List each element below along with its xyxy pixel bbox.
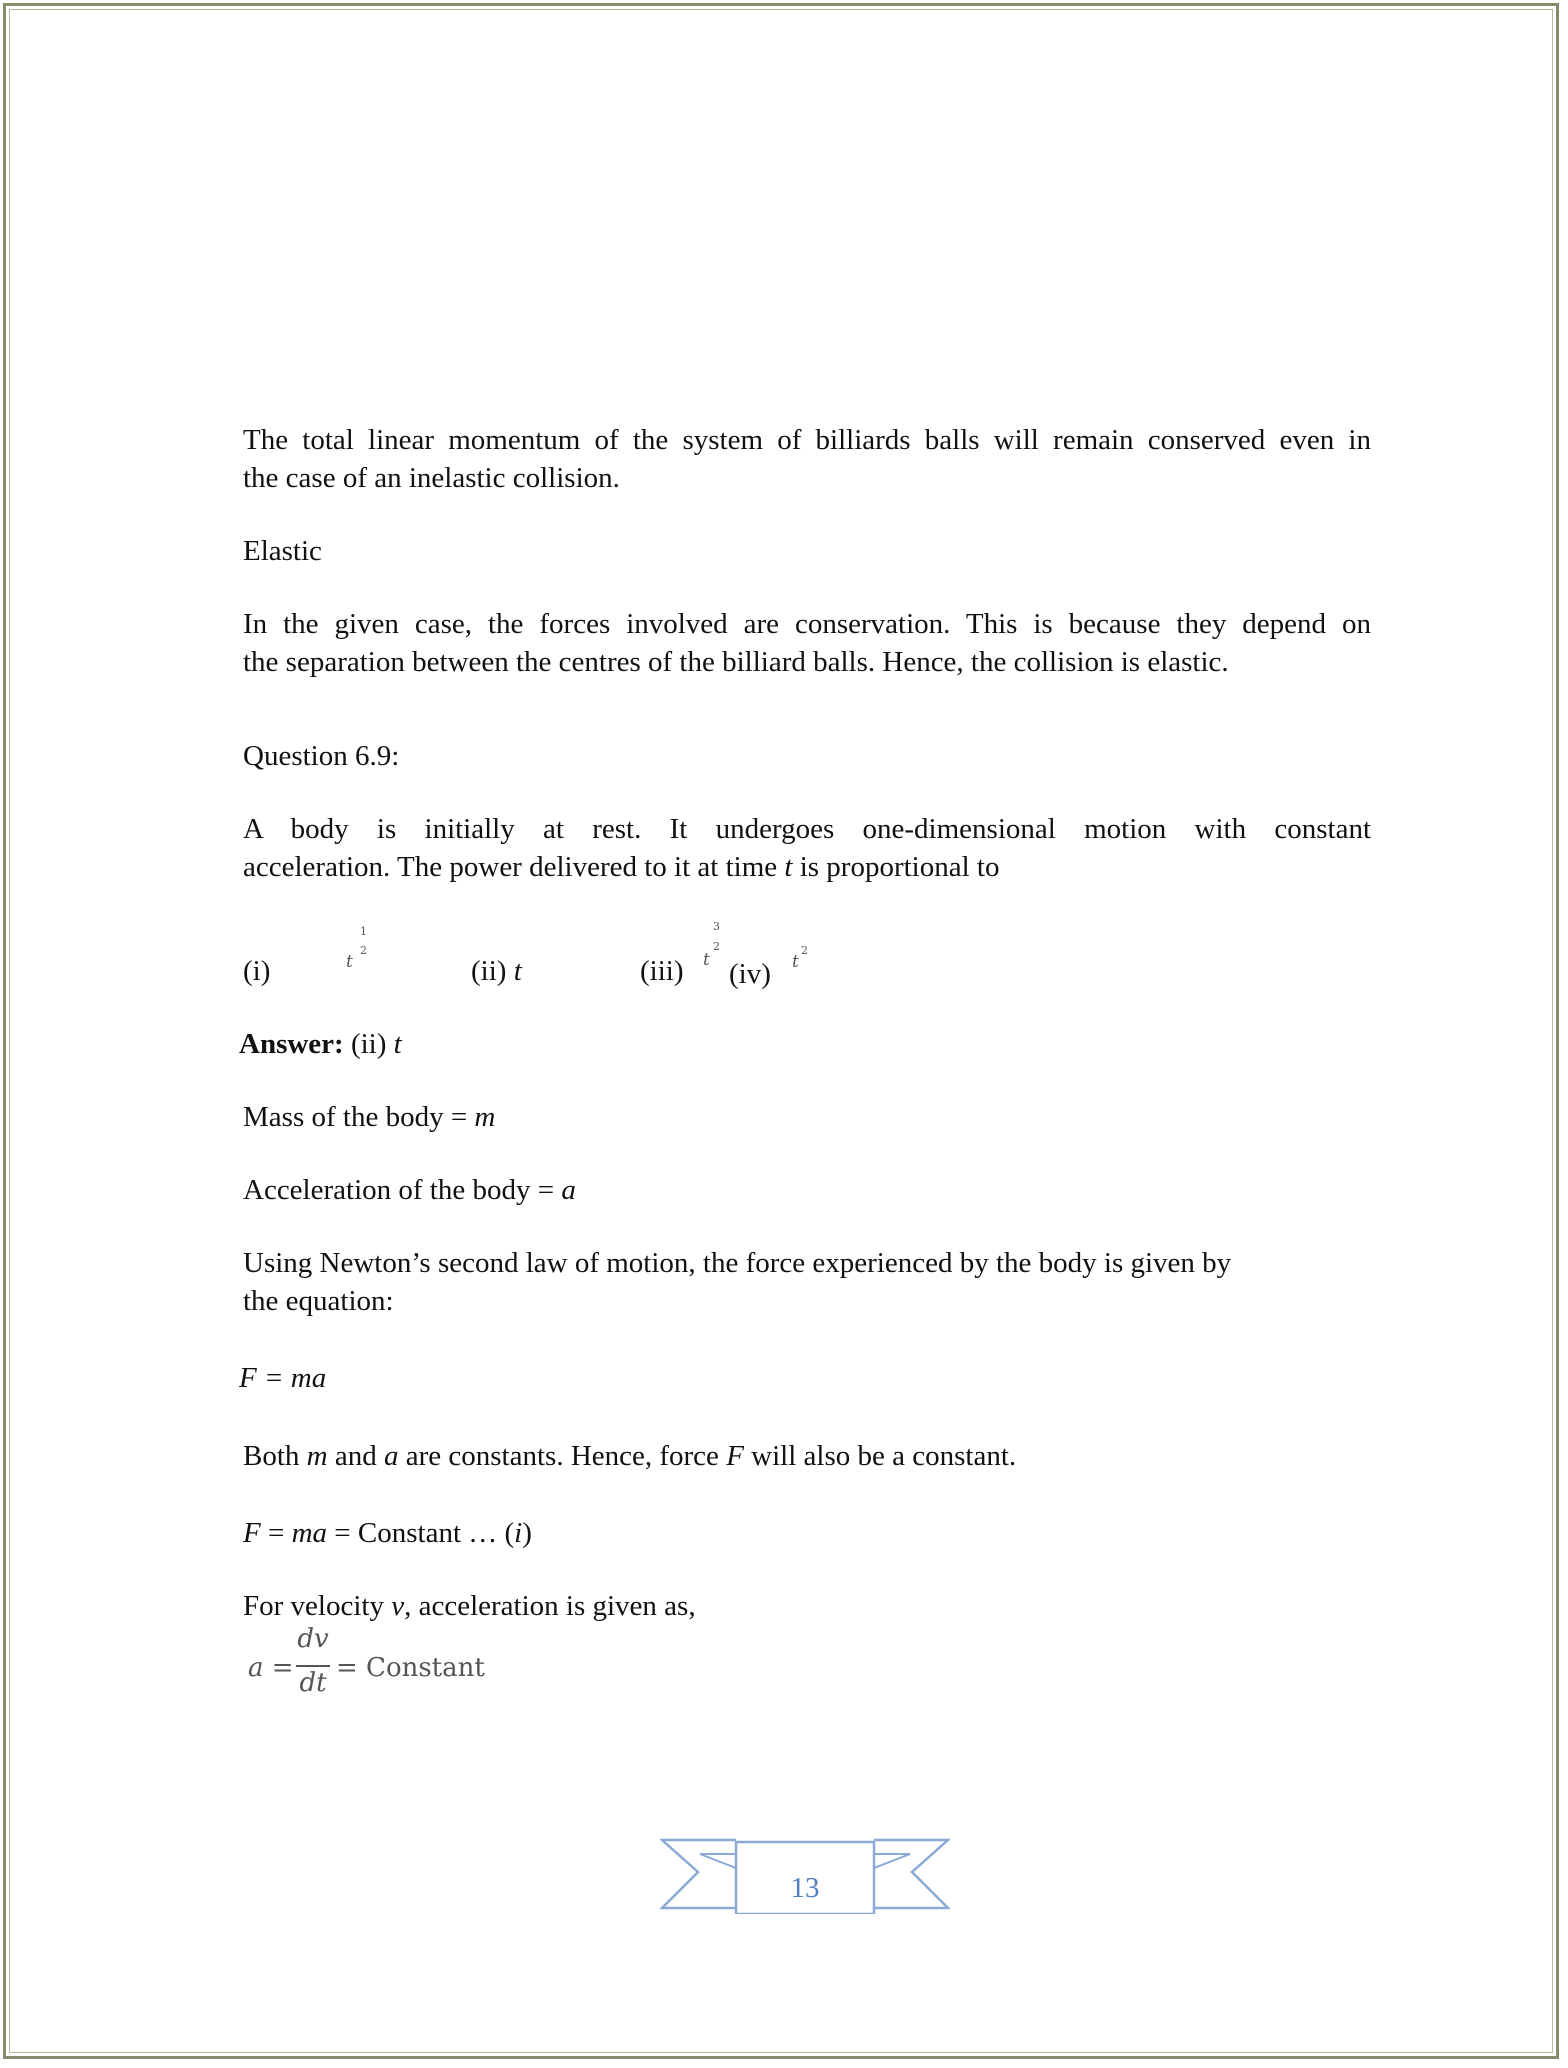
option-i-power	[346, 925, 367, 972]
option-iv-exp: 2	[801, 944, 808, 957]
acceleration-text: Acceleration of the body =	[243, 1174, 562, 1206]
option-iv-base: t	[792, 952, 799, 972]
question-text-part: is proportional to	[792, 851, 1000, 883]
both-F-var: F	[726, 1440, 744, 1472]
velocity-text: , acceleration is given as,	[404, 1590, 696, 1622]
option-i-label: (i)	[243, 955, 271, 987]
elastic-label: Elastic	[243, 535, 322, 567]
force-constant-equation	[243, 1514, 1371, 1552]
velocity-line	[243, 1587, 1371, 1625]
forces-line-2: the separation between the centres of the billiard balls. Hence, the collision is elastic.	[243, 646, 1229, 678]
option-ii	[471, 952, 522, 990]
both-text: are constants. Hence, force	[398, 1440, 727, 1472]
option-iv-label: (iv)	[729, 958, 771, 990]
derivative-denominator: dt	[299, 1668, 327, 1698]
both-text: Both	[243, 1440, 307, 1472]
velocity-var: v	[391, 1590, 405, 1622]
page-number: 13	[790, 1872, 820, 1904]
derivative-lhs: a =	[248, 1653, 294, 1683]
fraction-bar	[296, 1665, 330, 1667]
answer-value-var: t	[393, 1028, 402, 1060]
option-ii-label: (ii)	[471, 955, 507, 987]
question-text-line-1: A body is initially at rest. It undergoes one-dimensional motion with constant	[243, 813, 1371, 845]
mass-text: Mass of the body =	[243, 1101, 475, 1133]
mass-var: m	[474, 1101, 496, 1133]
acceleration-var: a	[561, 1174, 576, 1206]
option-iii-power	[703, 920, 720, 970]
eq2-ma: ma	[291, 1517, 328, 1549]
question-text-part: acceleration. The power delivered to it at time	[243, 851, 785, 883]
question-label: Question 6.9:	[243, 740, 400, 772]
momentum-line-1: The total linear momentum of the system of billiards balls will remain conserved even in	[243, 424, 1371, 456]
option-i-base: t	[346, 952, 353, 972]
eq2-text: = Constant … (	[327, 1517, 515, 1549]
answer-line	[239, 1025, 1367, 1063]
velocity-text: For velocity	[243, 1590, 392, 1622]
derivative-numerator: dv	[297, 1624, 329, 1654]
newton-line-2: the equation:	[243, 1285, 394, 1317]
both-text: will also be a constant.	[743, 1440, 1017, 1472]
eq2-F: F	[243, 1517, 261, 1549]
force-equation: F = ma	[239, 1362, 327, 1394]
option-iii-exp-den: 2	[713, 940, 720, 953]
both-constants-line	[243, 1437, 1371, 1475]
answer-label: Answer:	[239, 1028, 344, 1060]
option-iii-base: t	[703, 950, 710, 970]
mass-line	[243, 1098, 1371, 1136]
derivative-rhs: = Constant	[336, 1653, 485, 1683]
forces-line-1: In the given case, the forces involved are conservation. This is because they depend on	[243, 608, 1371, 640]
eq2-label: i	[514, 1517, 523, 1549]
question-text-line-2	[243, 848, 1371, 886]
both-a-var: a	[383, 1440, 399, 1472]
eq2-text: )	[522, 1517, 532, 1549]
option-iv-power	[792, 944, 808, 972]
answer-value-prefix: (ii)	[343, 1028, 394, 1060]
both-text: and	[327, 1440, 384, 1472]
both-m-var: m	[306, 1440, 328, 1472]
question-time-var: t	[784, 851, 793, 883]
option-iii-exp-num: 3	[713, 920, 720, 933]
acceleration-line	[243, 1171, 1371, 1209]
option-i-exp-num: 1	[360, 925, 367, 938]
option-i-exp-den: 2	[360, 944, 367, 957]
newton-line-1: Using Newton’s second law of motion, the force experienced by the body is given by	[243, 1247, 1232, 1279]
momentum-line-2: the case of an inelastic collision.	[243, 462, 620, 494]
option-iii-label: (iii)	[640, 955, 684, 987]
eq2-text: =	[260, 1517, 292, 1549]
option-ii-value: t	[513, 955, 522, 987]
